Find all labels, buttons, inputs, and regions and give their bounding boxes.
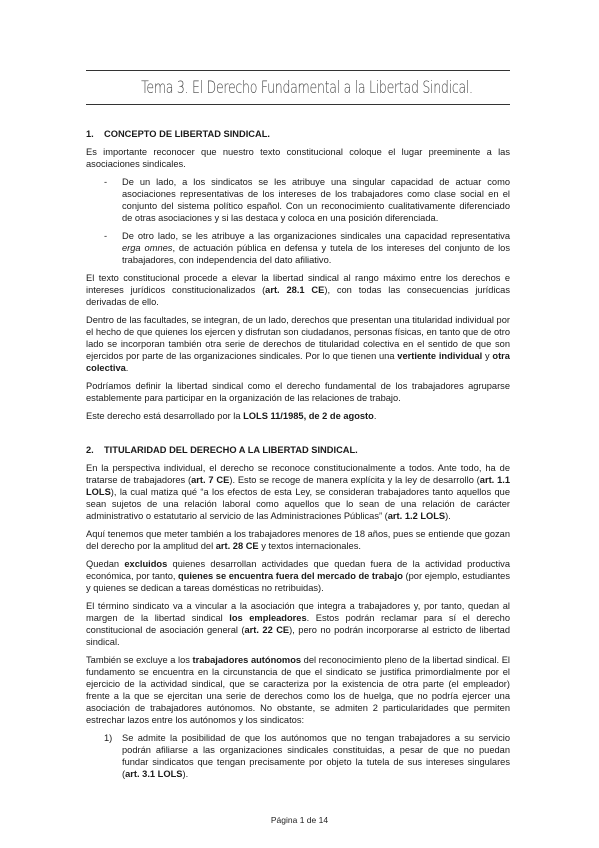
legal-reference: art. 22 CE [244,625,290,635]
bold-term: vertiente individual [397,351,483,361]
title-rule-top [86,70,510,71]
text-run: Dentro de las facultades, se integran, de un lado, derechos que presentan una titularidad individual por el hecho de que quienes los ejercen y disfrutan son ciudadanos, personas físicas, en tanto que de otro lado se incorporan también otra serie de derechos de titularidad colectiva en el sentido de que son ejercidos por parte de las organizaciones sindicales. Por lo que tienen una [86,315,510,361]
text-run: quienes desarrollan actividades que quedan fuera de la actividad productiva económica, por tanto, [86,559,511,581]
text-run: De otro lado, se les atribuye a las organizaciones sindicales una capacidad representativa [122,231,510,241]
paragraph [86,462,510,522]
text-run: También se excluye a los [86,655,193,665]
section-number: 2. [86,445,94,455]
list-item-text: De un lado, a los sindicatos se les atribuye una singular capacidad de actuar como asociaciones representativas de los intereses de los trabajadores como clase social en el conjunto del sistema político español. Con un reconocimiento cualitativamente diferenciado de otras asociaciones y si las destaca y coloca en una posición diferenciada. [122,177,510,223]
list-item [86,732,510,780]
bold-term: trabajadores autónomos [192,655,302,665]
paragraph [86,314,510,374]
section-title: CONCEPTO DE LIBERTAD SINDICAL. [104,129,270,139]
section-number: 1. [86,129,94,139]
bold-term: quienes se encuentra fuera del mercado de trabajo [178,571,403,581]
text-run: El término sindicato va a vincular a la asociación que integra a trabajadores y, por tanto, quedan al margen de la libertad sindical [86,601,510,623]
bold-term: los empleadores [229,613,307,623]
text-run: ), la cual matiza qué “a los efectos de esta Ley, se consideran trabajadores tanto aquellos que sean sujetos de una relación laboral como aquellos que lo sean de una relación de carácter administrativo o estatutario al servicio de las Administraciones Públicas” ( [86,487,510,521]
bold-term: otra colectiva [86,351,510,373]
list-item [86,230,510,266]
legal-reference: art. 7 CE [191,475,230,485]
paragraph [86,272,510,308]
text-run: ). [445,511,451,521]
document-body [86,128,510,780]
page-header [86,70,510,105]
text-run: , de actuación pública en defensa y tutela de los intereses del conjunto de los trabajadores, con independencia del dato afiliativo. [122,243,510,265]
list-item [86,176,510,224]
bullet-mark: - [104,231,108,241]
section-heading [86,128,510,140]
section-heading [86,444,510,456]
paragraph [86,410,510,422]
list-number: 1) [104,733,113,743]
paragraph: Podríamos definir la libertad sindical como el derecho fundamental de los trabajadores agruparse establemente para participar en la organización de las relaciones de trabajo. [86,381,510,403]
text-run: ), con todas las consecuencias jurídicas derivadas de ello. [86,285,510,307]
legal-reference: art. 28 CE [215,541,259,551]
bold-term: excluidos [124,559,168,569]
paragraph [86,654,510,726]
paragraph [86,558,510,594]
legal-reference: art. 3.1 LOLS [125,769,183,779]
legal-reference: art. 28.1 CE [265,285,325,295]
paragraph: Es importante reconocer que nuestro texto constitucional coloque el lugar preeminente a las asociaciones sindicales. [86,147,510,169]
text-run: . [125,363,129,373]
text-run: y textos internacionales. [258,541,361,551]
bullet-list [86,176,510,266]
paragraph [86,528,510,552]
italic-term: erga omnes [122,243,173,253]
legal-reference: LOLS 11/1985, de 2 de agosto [243,411,374,421]
text-run: Se admite la posibilidad de que los autónomos que no tengan trabajadores a su servicio podrán afiliarse a las organizaciones sindicales constituidas, a pesar de que no puedan fundar sindicatos que tengan precisamente por objeto la tutela de sus intereses singulares ( [122,733,510,779]
text-run: El texto constitucional procede a elevar la libertad sindical al rango máximo entre los derechos e intereses jurídicos constitucionalizados ( [86,273,510,295]
text-run: del reconocimiento pleno de la libertad sindical. El fundamento se encuentra en la circunstancia de que el sindicato se justifica primordialmente por el ejercicio de la actividad sindical, que se caracteriza por la existencia de otra parte (el empleador) frente a la que se ejercitan una serie de derechos como los de huelga, que no podría ejercer una asociación de trabajadores autónomos. No obstante, se admiten 2 particularidades que permiten estrechar lazos entre los autónomos y los sindicatos: [86,655,510,725]
text-run: ). Esto se recoge de manera explícita y la ley de desarrollo ( [229,475,480,485]
section-title: TITULARIDAD DEL DERECHO A LA LIBERTAD SINDICAL. [104,445,358,455]
numbered-list [86,732,510,780]
page-title: Tema 3. El Derecho Fundamental a la Libertad Sindical. [141,78,473,98]
page-footer: Página 1 de 14 [270,815,329,825]
legal-reference: art. 1.2 LOLS [387,511,446,521]
text-run: En la perspectiva individual, el derecho se reconoce constitucionalmente a todos. Ante todo, ha de tratarse de trabajadores ( [86,463,510,485]
text-run: Aquí tenemos que meter también a los trabajadores menores de 18 años, pues se entiende que gozan del derecho por la amplitud del [86,529,510,551]
text-run: y [482,351,493,361]
text-run: (por ejemplo, estudiantes y quienes se dedican a tareas domésticas no retribuidas). [86,571,510,593]
text-run: ), pero no podrán incorporarse al estricto de libertad sindical. [86,625,511,647]
text-run: Este derecho está desarrollado por la [86,411,244,421]
title-rule-bottom [86,104,510,105]
text-run: ). [182,769,189,779]
paragraph [86,600,510,648]
legal-reference: art. 1.1 LOLS [86,475,510,497]
text-run: Quedan [86,559,125,569]
bullet-mark: - [104,177,108,187]
text-run: . [373,411,377,421]
text-run: . Estos podrán reclamar para sí el derecho constitucional de asociación general ( [86,613,511,635]
